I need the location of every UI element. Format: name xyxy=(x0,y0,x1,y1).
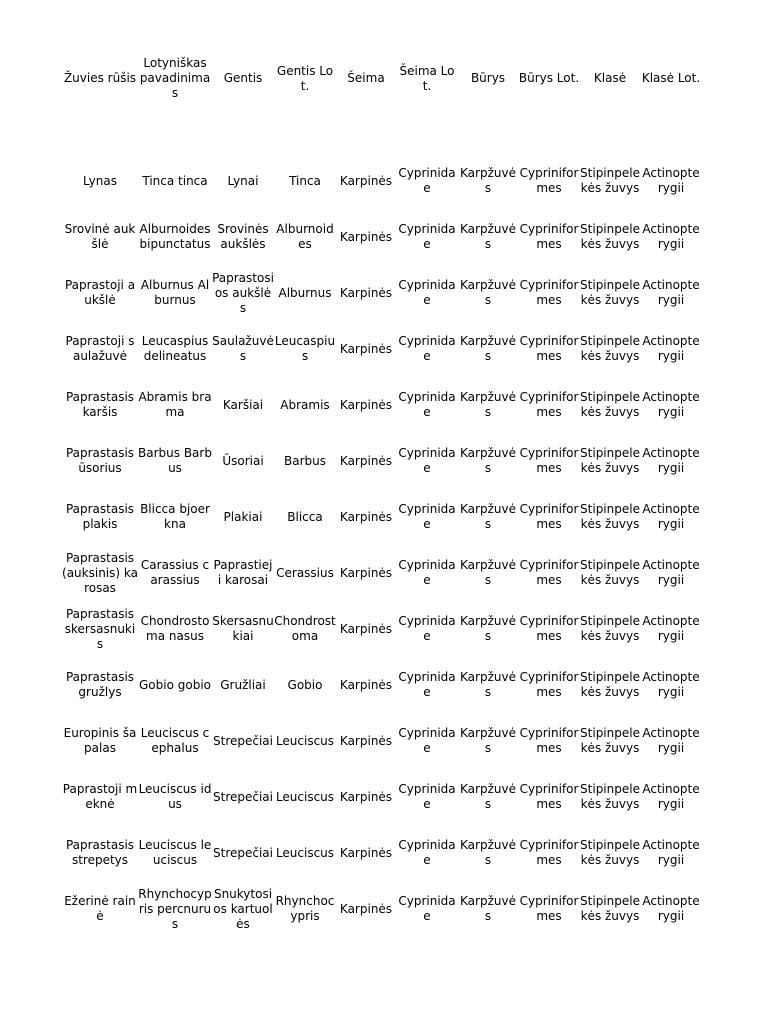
column-header: Šeima Lot. xyxy=(399,63,455,93)
fish-taxonomy-table xyxy=(62,0,702,937)
table-cell: Cyprinidae xyxy=(398,334,456,363)
table-cell: Actinopterygii xyxy=(642,502,700,531)
table-cell: Strepečiai xyxy=(213,733,273,748)
column-header: Lotyniškas pavadinimas xyxy=(139,56,211,100)
table-cell: Chondrostoma xyxy=(274,614,336,643)
table-cell: Carassius carassius xyxy=(140,558,210,587)
table-cell: Karpinės xyxy=(339,845,393,860)
table-cell: Cypriniformes xyxy=(519,278,579,307)
table-cell: Cypriniformes xyxy=(519,782,579,811)
table-cell: Stipinpelekės žuvys xyxy=(580,726,640,755)
table-cell: Actinopterygii xyxy=(642,782,700,811)
table-row xyxy=(62,489,702,545)
table-cell: Stipinpelekės žuvys xyxy=(580,334,640,363)
table-cell: Actinopterygii xyxy=(642,390,700,419)
column-header: Gentis xyxy=(223,71,263,85)
table-cell: Karpžuvės xyxy=(460,334,516,363)
table-cell: Leucaspius xyxy=(274,334,336,363)
table-cell: Leucaspius delineatus xyxy=(141,334,209,363)
table-cell: Karpinės xyxy=(339,229,393,244)
column-header: Žuvies rūšis xyxy=(63,71,137,85)
table-cell: Stipinpelekės žuvys xyxy=(580,614,640,643)
table-cell: Chondrostoma nasus xyxy=(140,614,210,643)
table-header xyxy=(62,0,702,101)
table-row xyxy=(62,601,702,657)
table-cell: Actinopterygii xyxy=(642,726,700,755)
table-cell: Karpinės xyxy=(339,341,393,356)
table-cell: Cypriniformes xyxy=(519,558,579,587)
table-cell: Alburnoides bipunctatus xyxy=(139,222,211,251)
table-cell: Stipinpelekės žuvys xyxy=(580,446,640,475)
table-cell: Actinopterygii xyxy=(642,446,700,475)
table-cell: Karpinės xyxy=(339,733,393,748)
table-cell: Actinopterygii xyxy=(642,670,700,699)
table-cell: Cyprinidae xyxy=(398,670,456,699)
table-cell: Karpinės xyxy=(339,677,393,692)
table-row xyxy=(62,713,702,769)
table-cell: Cypriniformes xyxy=(519,838,579,867)
column-header: Šeima xyxy=(347,71,385,85)
table-row xyxy=(62,265,702,321)
table-cell: Karpžuvės xyxy=(460,894,516,923)
table-cell: Stipinpelekės žuvys xyxy=(580,670,640,699)
column-header: Klasė Lot. xyxy=(641,71,701,85)
table-cell: Actinopterygii xyxy=(642,614,700,643)
table-cell: Cyprinidae xyxy=(398,222,456,251)
table-cell: Karpinės xyxy=(339,397,393,412)
table-cell: Cypriniformes xyxy=(519,166,579,195)
table-cell: Cypriniformes xyxy=(519,726,579,755)
table-cell: Paprastasis plakis xyxy=(65,502,135,531)
table-cell: Paprastasis skersasnukis xyxy=(64,606,136,651)
table-cell: Leuciscus cephalus xyxy=(140,726,210,755)
table-cell: Abramis xyxy=(280,397,330,412)
table-cell: Blicca xyxy=(287,509,323,524)
table-cell: Paprastasis karšis xyxy=(65,390,135,419)
table-cell: Cypriniformes xyxy=(519,894,579,923)
table-cell: Stipinpelekės žuvys xyxy=(580,558,640,587)
table-cell: Stipinpelekės žuvys xyxy=(580,222,640,251)
table-cell: Actinopterygii xyxy=(642,334,700,363)
table-cell: Srovinė aukšlė xyxy=(64,222,136,251)
table-cell: Paprastasis strepetys xyxy=(65,838,135,867)
table-cell: Cyprinidae xyxy=(398,558,456,587)
table-cell: Cyprinidae xyxy=(398,782,456,811)
table-cell: Stipinpelekės žuvys xyxy=(580,166,640,195)
table-cell: Cyprinidae xyxy=(398,838,456,867)
table-cell: Karpžuvės xyxy=(460,726,516,755)
column-header: Gentis Lot. xyxy=(276,63,334,93)
table-cell: Leuciscus xyxy=(275,789,335,804)
table-cell: Cyprinidae xyxy=(398,614,456,643)
table-cell: Karpžuvės xyxy=(460,446,516,475)
table-cell: Strepečiai xyxy=(213,845,273,860)
table-cell: Cypriniformes xyxy=(519,614,579,643)
table-cell: Karpinės xyxy=(339,901,393,916)
table-cell: Karšiai xyxy=(222,397,264,412)
table-cell: Gružliai xyxy=(220,677,266,692)
table-cell: Cypriniformes xyxy=(519,222,579,251)
table-cell: Strepečiai xyxy=(213,789,273,804)
table-cell: Plakiai xyxy=(223,509,263,524)
table-cell: Cyprinidae xyxy=(398,446,456,475)
table-cell: Actinopterygii xyxy=(642,894,700,923)
table-cell: Saulažuvės xyxy=(212,334,274,363)
table-row xyxy=(62,545,702,601)
table-cell: Rhynchocypris xyxy=(275,894,335,923)
column-header: Klasė xyxy=(593,71,627,85)
table-cell: Karpžuvės xyxy=(460,782,516,811)
column-header: Būrys xyxy=(470,71,506,85)
table-cell: Karpinės xyxy=(339,565,393,580)
table-cell: Cypriniformes xyxy=(519,334,579,363)
table-cell: Actinopterygii xyxy=(642,166,700,195)
table-cell: Paprastasis ūsorius xyxy=(65,446,135,475)
table-cell: Leuciscus leuciscus xyxy=(138,838,212,867)
table-cell: Skersasnukiai xyxy=(212,614,274,643)
table-cell: Abramis brama xyxy=(138,390,212,419)
table-cell: Blicca bjoerkna xyxy=(140,502,210,531)
table-cell: Leuciscus idus xyxy=(138,782,212,811)
table-cell: Cyprinidae xyxy=(398,166,456,195)
table-cell: Actinopterygii xyxy=(642,278,700,307)
table-cell: Cyprinidae xyxy=(398,894,456,923)
table-cell: Srovinės aukšlės xyxy=(217,222,269,251)
table-cell: Karpžuvės xyxy=(460,670,516,699)
table-row xyxy=(62,825,702,881)
table-cell: Stipinpelekės žuvys xyxy=(580,390,640,419)
table-row xyxy=(62,881,702,937)
table-cell: Karpžuvės xyxy=(460,166,516,195)
table-cell: Tinca xyxy=(289,173,321,188)
table-cell: Karpžuvės xyxy=(460,502,516,531)
table-cell: Actinopterygii xyxy=(642,558,700,587)
table-cell: Karpžuvės xyxy=(460,222,516,251)
table-row xyxy=(62,321,702,377)
table-cell: Lynas xyxy=(83,173,117,188)
table-cell: Cypriniformes xyxy=(519,670,579,699)
table-cell: Ežerinė rainė xyxy=(64,894,136,923)
table-cell: Cypriniformes xyxy=(519,390,579,419)
table-row xyxy=(62,101,702,209)
table-cell: Karpinės xyxy=(339,509,393,524)
table-cell: Stipinpelekės žuvys xyxy=(580,502,640,531)
table-cell: Europinis šapalas xyxy=(63,726,137,755)
table-cell: Karpžuvės xyxy=(460,558,516,587)
table-cell: Cyprinidae xyxy=(398,278,456,307)
table-row xyxy=(62,433,702,489)
table-cell: Karpinės xyxy=(339,285,393,300)
table-cell: Stipinpelekės žuvys xyxy=(580,782,640,811)
table-cell: Cyprinidae xyxy=(398,390,456,419)
table-cell: Paprastosios aukšlės xyxy=(212,270,274,315)
table-cell: Lynai xyxy=(227,173,259,188)
table-cell: Alburnoides xyxy=(276,222,334,251)
table-cell: Paprastoji saulažuvė xyxy=(65,334,135,363)
table-cell: Karpinės xyxy=(339,621,393,636)
table-cell: Stipinpelekės žuvys xyxy=(580,838,640,867)
table-cell: Paprastoji meknė xyxy=(62,782,138,811)
table-cell: Paprastasis (auksinis) karosas xyxy=(62,550,138,595)
table-cell: Ūsoriai xyxy=(222,453,264,468)
table-row xyxy=(62,657,702,713)
table-cell: Barbus Barbus xyxy=(138,446,212,475)
table-cell: Karpžuvės xyxy=(460,278,516,307)
table-cell: Karpžuvės xyxy=(460,614,516,643)
table-cell: Cyprinidae xyxy=(398,502,456,531)
table-cell: Karpinės xyxy=(339,453,393,468)
table-cell: Leuciscus xyxy=(275,845,335,860)
table-cell: Barbus xyxy=(284,453,326,468)
column-header: Būrys Lot. xyxy=(518,71,580,85)
table-cell: Actinopterygii xyxy=(642,838,700,867)
table-row xyxy=(62,377,702,433)
table-row xyxy=(62,209,702,265)
table-cell: Rhynchocypris percnurus xyxy=(138,886,212,931)
table-row xyxy=(62,769,702,825)
table-cell: Karpinės xyxy=(339,173,393,188)
table-cell: Tinca tinca xyxy=(142,173,208,188)
table-cell: Paprastoji aukšlė xyxy=(64,278,136,307)
table-body xyxy=(62,101,702,937)
table-cell: Karpžuvės xyxy=(460,838,516,867)
table-cell: Snukytosios kartuolės xyxy=(213,886,273,931)
document-page xyxy=(62,0,702,937)
table-cell: Cyprinidae xyxy=(398,726,456,755)
table-cell: Actinopterygii xyxy=(642,222,700,251)
table-cell: Karpinės xyxy=(339,789,393,804)
header-row xyxy=(62,0,702,101)
table-cell: Gobio xyxy=(287,677,323,692)
table-cell: Cerassius xyxy=(276,565,334,580)
table-cell: Alburnus xyxy=(278,285,332,300)
table-cell: Karpžuvės xyxy=(460,390,516,419)
table-cell: Leuciscus xyxy=(275,733,335,748)
table-cell: Stipinpelekės žuvys xyxy=(580,894,640,923)
table-cell: Cypriniformes xyxy=(519,446,579,475)
table-cell: Cypriniformes xyxy=(519,502,579,531)
table-cell: Paprastasis gružlys xyxy=(65,670,135,699)
table-cell: Alburnus Alburnus xyxy=(140,278,210,307)
table-cell: Paprastieji karosai xyxy=(213,558,273,587)
table-cell: Gobio gobio xyxy=(139,677,211,692)
table-cell: Stipinpelekės žuvys xyxy=(580,278,640,307)
